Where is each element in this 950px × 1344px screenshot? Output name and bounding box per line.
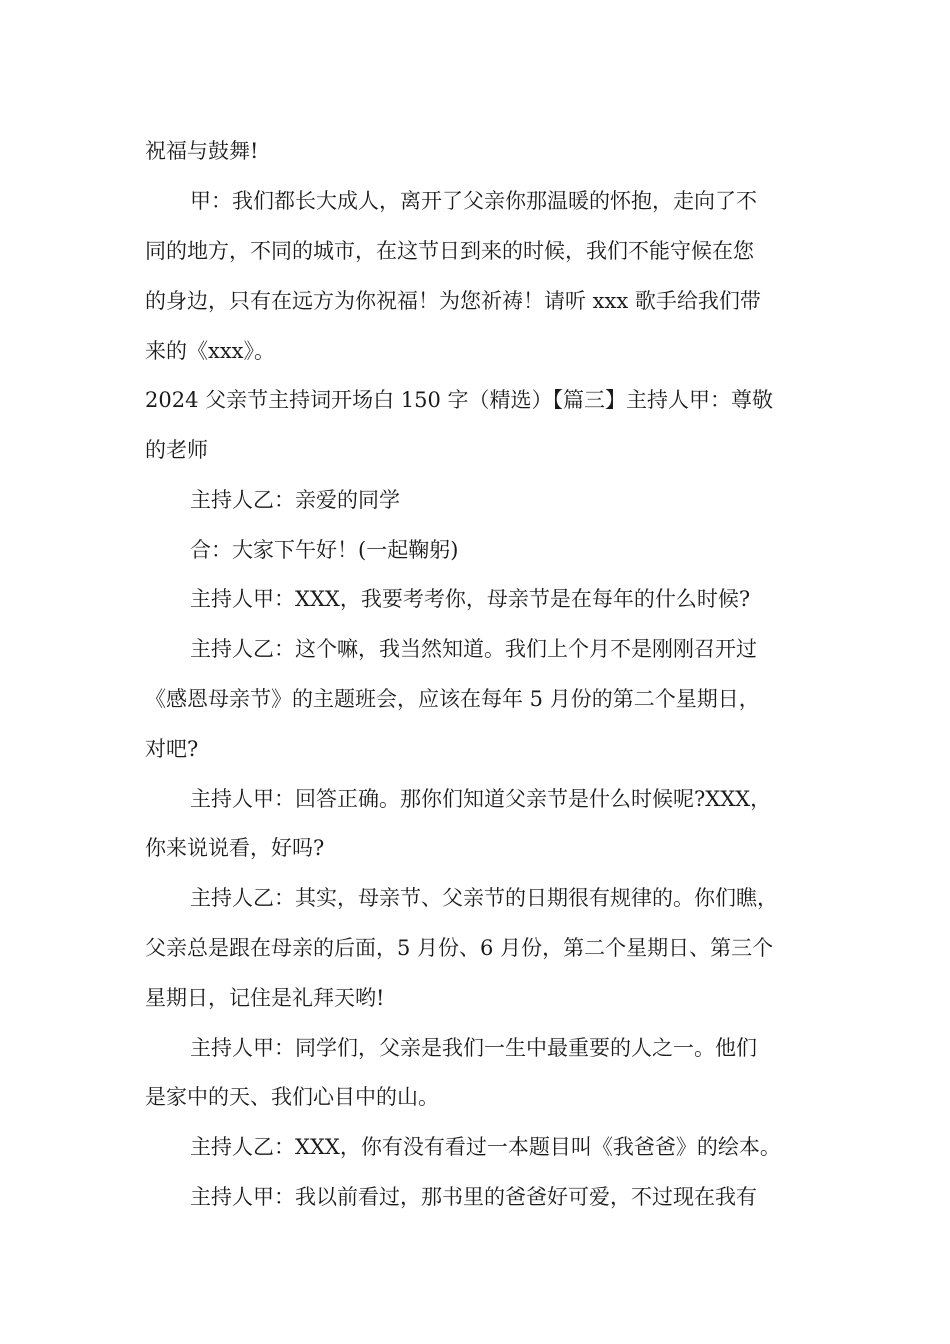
text-line: 主持人甲：XXX，我要考考你，母亲节是在每年的什么时候?: [190, 587, 751, 611]
text-line: 对吧?: [145, 737, 199, 761]
text-line: 星期日，记住是礼拜天哟!: [145, 986, 385, 1010]
text-line: 主持人甲：同学们，父亲是我们一生中最重要的人之一。他们: [190, 1036, 757, 1060]
text-line: 主持人乙：这个嘛，我当然知道。我们上个月不是刚刚召开过: [190, 637, 757, 661]
text-line: 主持人甲：回答正确。那你们知道父亲节是什么时候呢?XXX，: [190, 787, 772, 811]
text-line: 的老师: [145, 438, 208, 462]
text-line: 同的地方，不同的城市，在这节日到来的时候，我们不能守候在您: [145, 239, 754, 263]
text-line: 主持人乙：XXX，你有没有看过一本题目叫《我爸爸》的绘本。: [190, 1135, 781, 1159]
text-line: 《感恩母亲节》的主题班会，应该在每年 5 月份的第二个星期日，: [145, 687, 760, 711]
text-line: 祝福与鼓舞!: [145, 139, 259, 163]
text-line: 甲：我们都长大成人，离开了父亲你那温暖的怀抱，走向了不: [190, 189, 757, 213]
text-line: 父亲总是跟在母亲的后面，5 月份、6 月份，第二个星期日、第三个: [145, 936, 774, 960]
text-line: 的身边，只有在远方为你祝福！为您祈祷！请听 xxx 歌手给我们带: [145, 289, 761, 313]
text-line: 来的《xxx》。: [145, 339, 276, 363]
text-line: 你来说说看，好吗?: [145, 836, 325, 860]
text-line: 主持人乙：亲爱的同学: [190, 488, 400, 512]
text-line: 是家中的天、我们心目中的山。: [145, 1085, 439, 1109]
text-line: 2024 父亲节主持词开场白 150 字（精选）【篇三】主持人甲：尊敬: [145, 388, 774, 412]
text-line: 主持人乙：其实，母亲节、父亲节的日期很有规律的。你们瞧，: [190, 886, 778, 910]
text-line: 合：大家下午好！(一起鞠躬): [190, 538, 459, 562]
text-line: 主持人甲：我以前看过，那书里的爸爸好可爱，不过现在我有: [190, 1185, 757, 1209]
